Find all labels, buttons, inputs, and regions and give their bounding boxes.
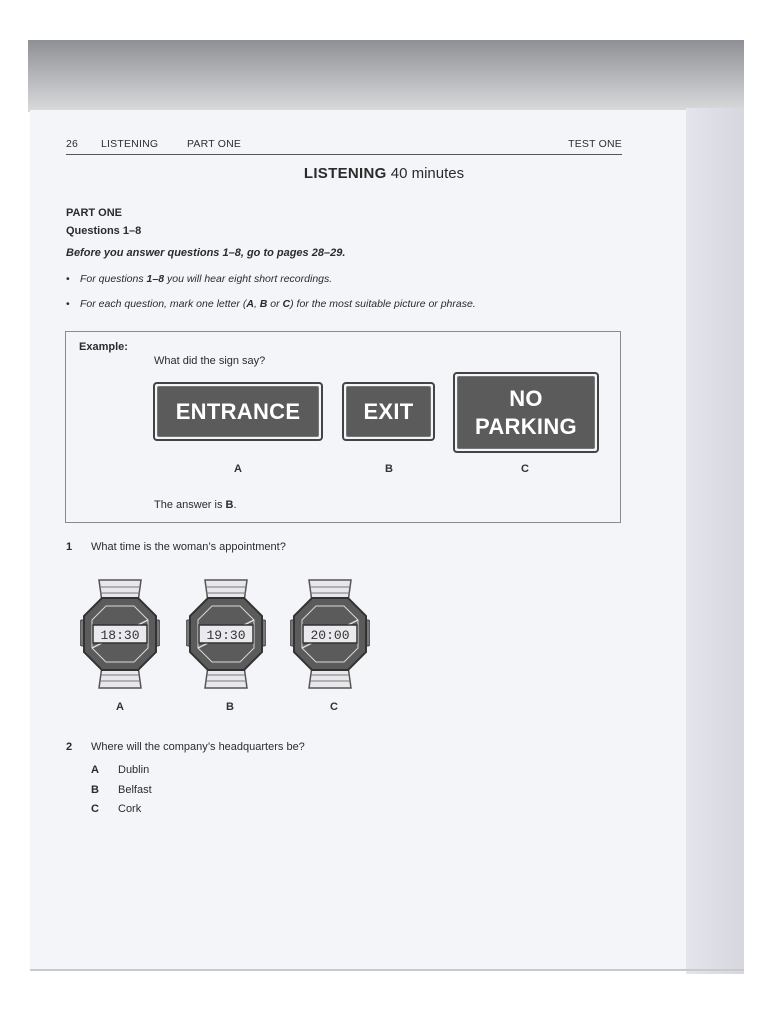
header-section: LISTENING — [101, 138, 159, 150]
question-2-option-a: Dublin — [118, 764, 150, 776]
scan-shadow-right — [686, 108, 744, 974]
sign-exit: EXIT — [342, 382, 435, 441]
header-test: TEST ONE — [568, 138, 622, 150]
bullet-dot: • — [66, 298, 70, 310]
watch-icon-c — [290, 578, 370, 690]
question-1-letter-a: A — [116, 701, 124, 713]
sign-entrance: ENTRANCE — [153, 382, 323, 441]
bullet-2: • For each question, mark one letter (A, B or C) for the most suitable picture or phrase. — [66, 298, 476, 310]
watch-time-b: 19:30 — [206, 628, 246, 643]
option-letter-b: B — [385, 463, 393, 475]
example-answer: The answer is B. — [154, 499, 237, 511]
question-2-letter-a: A — [91, 764, 99, 776]
header-part: PART ONE — [187, 138, 242, 150]
bullet-1: • For questions 1–8 you will hear eight short recordings. — [66, 273, 333, 285]
question-1-letter-c: C — [330, 701, 338, 713]
page-title — [0, 165, 768, 182]
question-2-option-c: Cork — [118, 803, 142, 815]
title-bold: LISTENING — [303, 165, 387, 182]
option-letter-c: C — [521, 463, 529, 475]
question-1-letter-b: B — [226, 701, 234, 713]
scan-edge-bottom — [30, 969, 744, 971]
example-label: Example: — [79, 341, 128, 353]
part-heading: PART ONE — [66, 207, 123, 219]
question-2-letter-b: B — [91, 784, 99, 796]
question-1-text: What time is the woman’s appointment? — [91, 541, 286, 553]
title-duration: 40 minutes — [390, 165, 465, 182]
question-2-text: Where will the company’s headquarters be? — [91, 741, 305, 753]
question-1-number: 1 — [66, 541, 73, 553]
watch-time-c: 20:00 — [310, 628, 350, 643]
question-2-option-b: Belfast — [118, 784, 152, 796]
sign-no-parking: NO PARKING — [453, 372, 599, 453]
questions-range: Questions 1–8 — [66, 225, 142, 237]
example-question: What did the sign say? — [154, 355, 266, 367]
question-2-number: 2 — [66, 741, 73, 753]
bullet-dot: • — [66, 273, 70, 285]
watch-time-a: 18:30 — [100, 628, 140, 643]
instruction: Before you answer questions 1–8, go to pages 28–29. — [66, 247, 346, 259]
header-rule — [66, 154, 622, 155]
watch-icon-a — [80, 578, 160, 690]
watch-icon-b — [186, 578, 266, 690]
option-letter-a: A — [234, 463, 242, 475]
scan-shadow-top — [28, 40, 744, 112]
page-number: 26 — [66, 138, 79, 150]
book-page — [30, 110, 686, 970]
question-2-letter-c: C — [91, 803, 99, 815]
